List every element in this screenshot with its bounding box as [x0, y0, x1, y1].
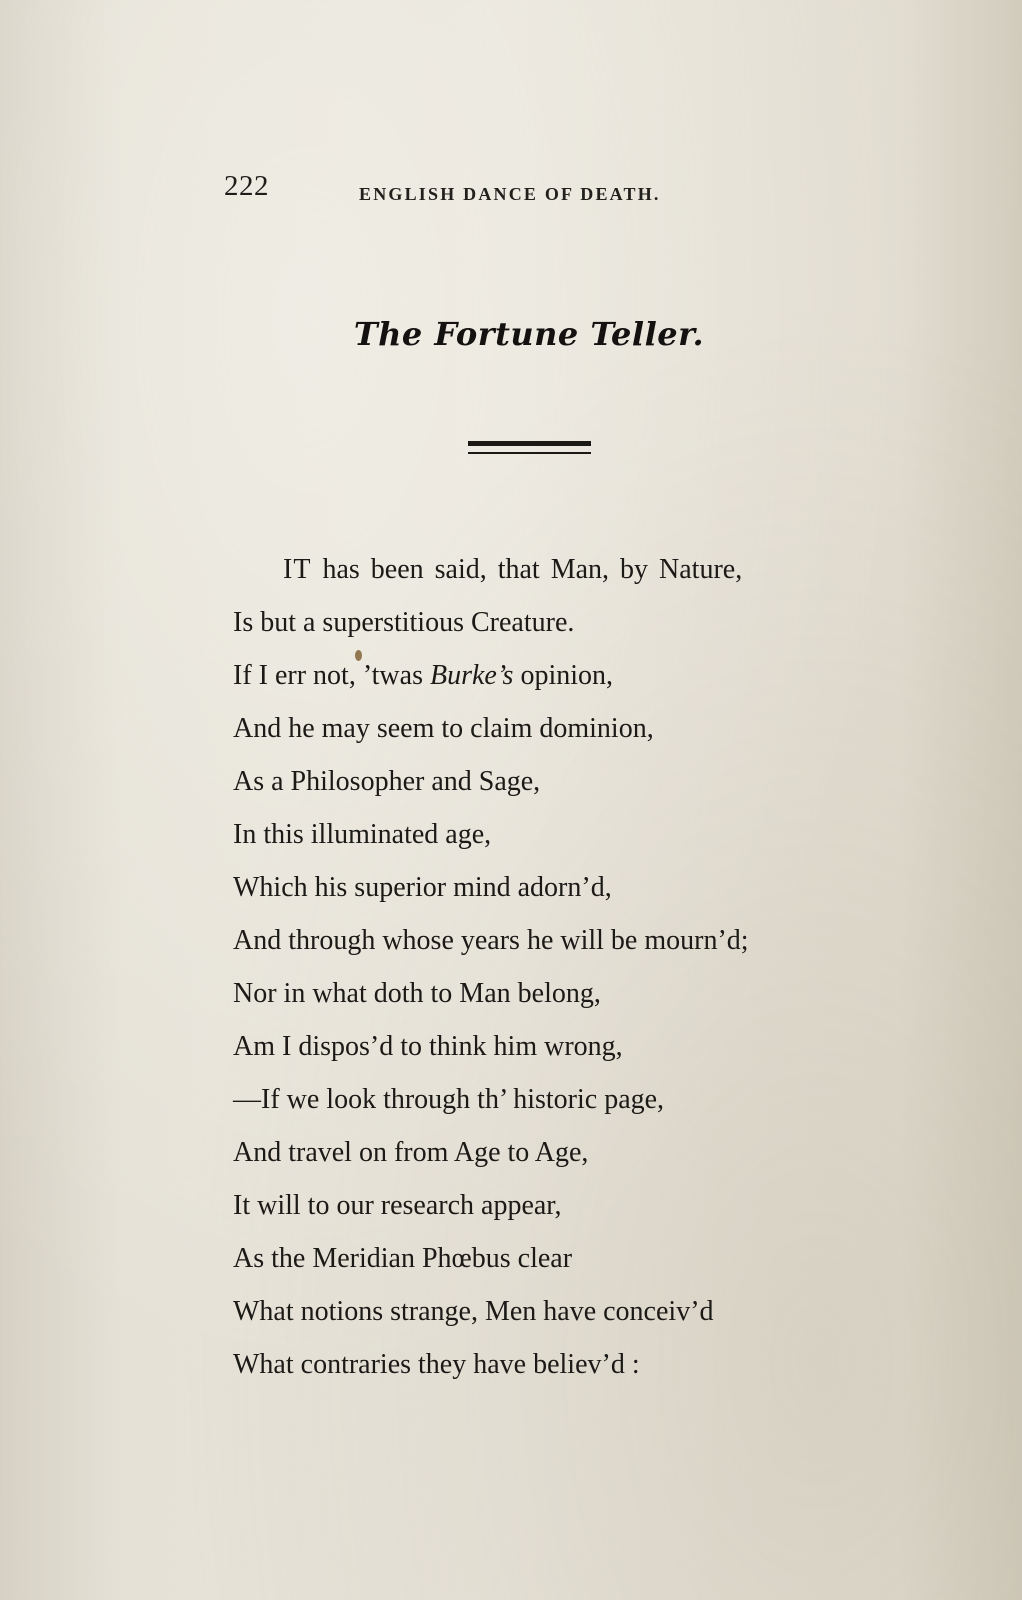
- verse-line: And he may seem to claim dominion,: [233, 713, 654, 744]
- poem-title: The Fortune Teller.: [353, 315, 705, 353]
- verse-line: Am I dispos’d to think him wrong,: [233, 1031, 623, 1062]
- title-rule-thick: [468, 441, 591, 446]
- verse-line: It will to our research appear,: [233, 1190, 562, 1221]
- verse-line-text: has been said, that Man, by Nature,: [322, 554, 743, 585]
- verse-line: [233, 551, 873, 604]
- verse-line: In this illuminated age,: [233, 819, 492, 850]
- verse-line-text: If I err not, ’twas: [233, 660, 430, 691]
- running-head: ENGLISH DANCE OF DEATH.: [359, 184, 661, 204]
- page-header: [224, 170, 724, 210]
- italic-name: Burke’s: [429, 660, 514, 691]
- verse-block: [233, 551, 873, 1399]
- verse-line-text: opinion,: [513, 660, 614, 691]
- verse-line: And through whose years he will be mourn’d;: [233, 925, 749, 956]
- opening-capitals: IT: [283, 554, 312, 585]
- verse-line: And travel on from Age to Age,: [233, 1137, 589, 1168]
- verse-line: As the Meridian Phœbus clear: [233, 1243, 573, 1274]
- verse-line: —If we look through th’ historic page,: [233, 1084, 665, 1115]
- verse-line: [233, 657, 873, 710]
- title-rule-thin: [468, 452, 591, 454]
- verse-line: What notions strange, Men have conceiv’d: [233, 1296, 714, 1327]
- verse-line: Is but a superstitious Creature.: [233, 607, 575, 638]
- page-number: 222: [224, 170, 269, 202]
- verse-line: What contraries they have believ’d :: [233, 1349, 640, 1380]
- verse-line: As a Philosopher and Sage,: [233, 766, 541, 797]
- verse-line: Nor in what doth to Man belong,: [233, 978, 601, 1009]
- verse-line: Which his superior mind adorn’d,: [233, 872, 612, 903]
